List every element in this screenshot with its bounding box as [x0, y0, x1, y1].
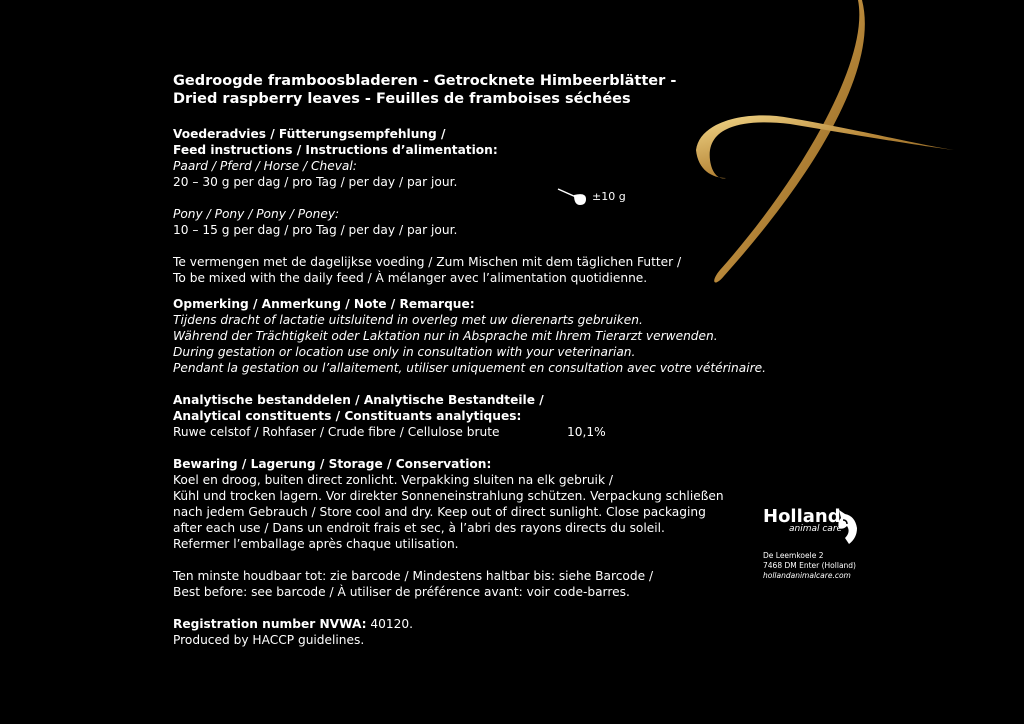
pony-dose: 10 – 15 g per dag / pro Tag / per day / par jour.	[173, 223, 458, 237]
brand-website: hollandanimalcare.com	[763, 571, 851, 580]
address-street: De Leemkoele 2	[763, 551, 824, 560]
title-line-1: Gedroogde framboosbladeren - Getrocknete Himbeerblätter -	[173, 73, 677, 89]
product-title	[173, 72, 773, 108]
storage-line-5: Refermer l’emballage après chaque utilisation.	[173, 537, 459, 551]
registration-line	[173, 616, 773, 632]
feed-heading-1: Voederadvies / Fütterungsempfehlung /	[173, 127, 446, 141]
note-line-3: During gestation or location use only in consultation with your veterinarian.	[173, 345, 636, 359]
note-line-4: Pendant la gestation ou l’allaitement, utiliser uniquement en consultation avec votre vétérinaire.	[173, 361, 767, 375]
note-line-1: Tijdens dracht of lactatie uitsluitend in overleg met uw dierenarts gebruiken.	[173, 313, 643, 327]
analytic-row-value: 10,1%	[567, 425, 606, 439]
horse-dose: 20 – 30 g per dag / pro Tag / per day / par jour.	[173, 175, 458, 189]
analytic-heading-2: Analytical constituents / Constituants analytiques:	[173, 409, 522, 423]
best-before-line-1: Ten minste houdbaar tot: zie barcode / Mindestens haltbar bis: siehe Barcode /	[173, 569, 654, 583]
scoop-label: ±10 g	[592, 189, 626, 203]
horse-label: Paard / Pferd / Horse / Cheval:	[173, 159, 357, 173]
pony-label: Pony / Pony / Pony / Poney:	[173, 207, 340, 221]
brand-logo	[763, 508, 873, 534]
storage-line-4: after each use / Dans un endroit frais et sec, à l’abri des rayons directs du soleil.	[173, 521, 665, 535]
label-text-block	[173, 72, 773, 648]
horse-head-icon	[835, 508, 859, 546]
best-before-line-2: Best before: see barcode / À utiliser de préférence avant: voir code-barres.	[173, 585, 630, 599]
analytic-row	[173, 424, 773, 440]
brand-tagline: animal care	[789, 524, 843, 534]
title-line-2: Dried raspberry leaves - Feuilles de framboises séchées	[173, 91, 631, 107]
haccp-line: Produced by HACCP guidelines.	[173, 633, 365, 647]
feed-heading-2: Feed instructions / Instructions d’alimentation:	[173, 143, 498, 157]
registration-label: Registration number NVWA:	[173, 617, 367, 631]
address-city: 7468 DM Enter (Holland)	[763, 561, 856, 570]
analytic-heading-1: Analytische bestanddelen / Analytische Bestandteile /	[173, 393, 544, 407]
analytic-row-label: Ruwe celstof / Rohfaser / Crude fibre / Cellulose brute	[173, 425, 500, 439]
note-line-2: Während der Trächtigkeit oder Laktation nur in Absprache mit Ihrem Tierarzt verwenden.	[173, 329, 718, 343]
scoop-icon	[556, 186, 588, 206]
note-heading: Opmerking / Anmerkung / Note / Remarque:	[173, 297, 475, 311]
storage-line-1: Koel en droog, buiten direct zonlicht. Verpakking sluiten na elk gebruik /	[173, 473, 613, 487]
storage-heading: Bewaring / Lagerung / Storage / Conservation:	[173, 457, 492, 471]
storage-line-3: nach jedem Gebrauch / Store cool and dry. Keep out of direct sunlight. Close packaging	[173, 505, 706, 519]
storage-line-2: Kühl und trocken lagern. Vor direkter Sonneneinstrahlung schützen. Verpackung schließen	[173, 489, 724, 503]
brand-address	[763, 551, 856, 581]
registration-value: 40120.	[370, 617, 414, 631]
brand-name: Holland	[763, 506, 841, 527]
mix-line-1: Te vermengen met de dagelijkse voeding / Zum Mischen mit dem täglichen Futter /	[173, 255, 682, 269]
scoop-measure	[556, 186, 626, 206]
mix-line-2: To be mixed with the daily feed / À mélanger avec l’alimentation quotidienne.	[173, 271, 648, 285]
